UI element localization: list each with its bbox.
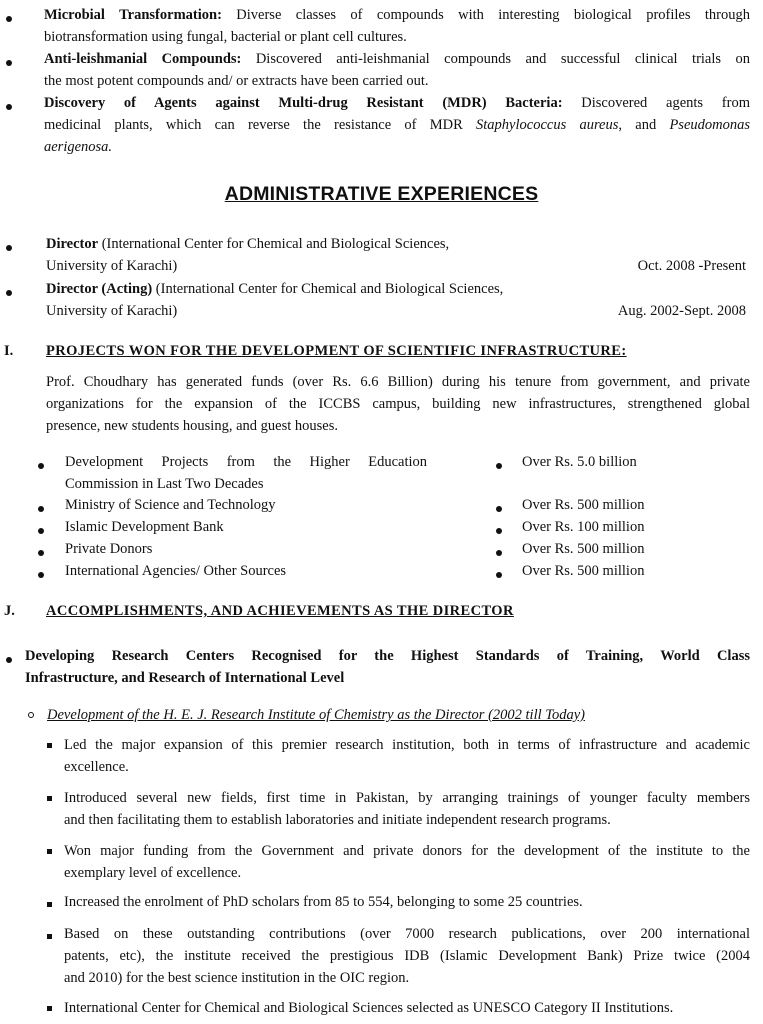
funding-source: International Agencies/ Other Sources: [65, 563, 287, 579]
bullet-icon: [496, 550, 502, 556]
square-bullet-icon: [47, 1006, 52, 1011]
admin-item-line: [46, 234, 449, 256]
funding-source: Islamic Development Bank: [65, 519, 224, 535]
square-bullet-icon: [47, 849, 52, 854]
admin-org-line2: University of Karachi): [46, 258, 178, 274]
achievement-line: Based on these outstanding contributions (over 7000 research publications, over 200 international: [64, 926, 750, 942]
bullet-label: Anti-leishmanial Compounds:: [44, 51, 242, 67]
funding-source: Development Projects from the Higher Education: [65, 454, 427, 470]
main-bullet-line: Developing Research Centers Recognised for the Highest Standards of Training, World Class: [25, 648, 750, 664]
section-letter: I.: [4, 343, 14, 359]
section-title: PROJECTS WON FOR THE DEVELOPMENT OF SCIENTIFIC INFRASTRUCTURE:: [46, 343, 627, 359]
bullet-icon: [6, 657, 12, 663]
bullet-text: Discovered agents from: [562, 95, 750, 111]
funding-source: Commission in Last Two Decades: [65, 476, 264, 492]
funding-amount: Over Rs. 500 million: [522, 563, 645, 579]
achievement-line: and 2010) for the best science institution in the OIC region.: [64, 970, 410, 986]
bullet-icon: [38, 572, 44, 578]
square-bullet-icon: [47, 934, 52, 939]
admin-title: Director (Acting): [46, 281, 153, 297]
section-title: ACCOMPLISHMENTS, AND ACHIEVEMENTS AS THE DIRECTOR: [46, 603, 514, 619]
bullet-icon: [496, 572, 502, 578]
achievement-line: and then facilitating them to establish laboratories and initiate independent research programs.: [64, 812, 611, 828]
bullet-icon: [38, 463, 44, 469]
species-name: Staphylococcus aureus: [476, 117, 619, 133]
bullet-icon: [38, 506, 44, 512]
achievement-line: patents, etc), the institute received the prestigious IDB (Islamic Development Bank) Prize twice (2004: [64, 948, 750, 964]
square-bullet-icon: [47, 902, 52, 907]
bullet-line: [44, 115, 750, 137]
bullet-icon: [38, 550, 44, 556]
sub-heading: Development of the H. E. J. Research Institute of Chemistry as the Director (2002 till Today): [47, 707, 586, 723]
admin-title: Director: [46, 236, 99, 252]
bullet-line: [44, 5, 750, 27]
bullet-icon: [6, 16, 12, 22]
funding-amount: Over Rs. 500 million: [522, 541, 645, 557]
funding-amount: Over Rs. 500 million: [522, 497, 645, 513]
admin-org: (International Center for Chemical and Biological Sciences,: [152, 281, 504, 297]
bullet-line: [44, 49, 750, 71]
paragraph-line: presence, new students housing, and guest houses.: [46, 418, 338, 434]
species-name: aerigenosa.: [44, 139, 113, 155]
bullet-line: biotransformation using fungal, bacterial or plant cell cultures.: [44, 29, 407, 45]
bullet-icon: [6, 245, 12, 251]
bullet-icon: [496, 528, 502, 534]
funding-source: Private Donors: [65, 541, 153, 557]
bullet-text: , and: [618, 117, 670, 133]
bullet-line: the most potent compounds and/ or extracts have been carried out.: [44, 73, 429, 89]
admin-item-line: [46, 279, 503, 301]
bullet-text: Discovered anti-leishmanial compounds and successful clinical trials on: [241, 51, 750, 67]
funding-amount: Over Rs. 100 million: [522, 519, 645, 535]
bullet-icon: [38, 528, 44, 534]
bullet-text: Diverse classes of compounds with interesting biological profiles through: [221, 7, 751, 23]
funding-source: Ministry of Science and Technology: [65, 497, 276, 513]
bullet-icon: [6, 290, 12, 296]
paragraph-line: Prof. Choudhary has generated funds (over Rs. 6.6 Billion) during his tenure from government, and private: [46, 374, 750, 390]
main-bullet-line: Infrastructure, and Research of International Level: [25, 670, 345, 686]
section-letter: J.: [4, 603, 15, 619]
bullet-line: [44, 93, 750, 115]
achievement-line: Increased the enrolment of PhD scholars from 85 to 554, belonging to some 25 countries.: [64, 894, 583, 910]
bullet-icon: [496, 506, 502, 512]
bullet-label: Microbial Transformation:: [44, 7, 222, 23]
bullet-label: Discovery of Agents against Multi-drug Resistant (MDR) Bacteria:: [44, 95, 563, 111]
achievement-line: exemplary level of excellence.: [64, 865, 242, 881]
achievement-line: Led the major expansion of this premier research institution, both in terms of infrastructure and academic: [64, 737, 750, 753]
square-bullet-icon: [47, 796, 52, 801]
square-bullet-icon: [47, 743, 52, 748]
achievement-line: International Center for Chemical and Biological Sciences selected as UNESCO Category II Institutions.: [64, 1000, 674, 1016]
achievement-line: Won major funding from the Government and private donors for the development of the institute to the: [64, 843, 750, 859]
admin-date: Aug. 2002-Sept. 2008: [617, 303, 746, 319]
bullet-icon: [496, 463, 502, 469]
bullet-icon: [6, 104, 12, 110]
admin-org: (International Center for Chemical and Biological Sciences,: [98, 236, 450, 252]
section-heading: ADMINISTRATIVE EXPERIENCES: [224, 183, 539, 205]
funding-amount: Over Rs. 5.0 billion: [522, 454, 637, 470]
achievement-line: excellence.: [64, 759, 129, 775]
bullet-icon: [6, 60, 12, 66]
achievement-line: Introduced several new fields, first time in Pakistan, by arranging trainings of younger faculty members: [64, 790, 750, 806]
circle-bullet-icon: [28, 712, 34, 718]
bullet-text: medicinal plants, which can reverse the resistance of MDR: [44, 117, 477, 133]
paragraph-line: organizations for the expansion of the ICCBS campus, building new infrastructures, strengthened global: [46, 396, 750, 412]
species-name: Pseudomonas: [669, 117, 750, 133]
admin-date: Oct. 2008 -Present: [637, 258, 746, 274]
admin-org-line2: University of Karachi): [46, 303, 178, 319]
